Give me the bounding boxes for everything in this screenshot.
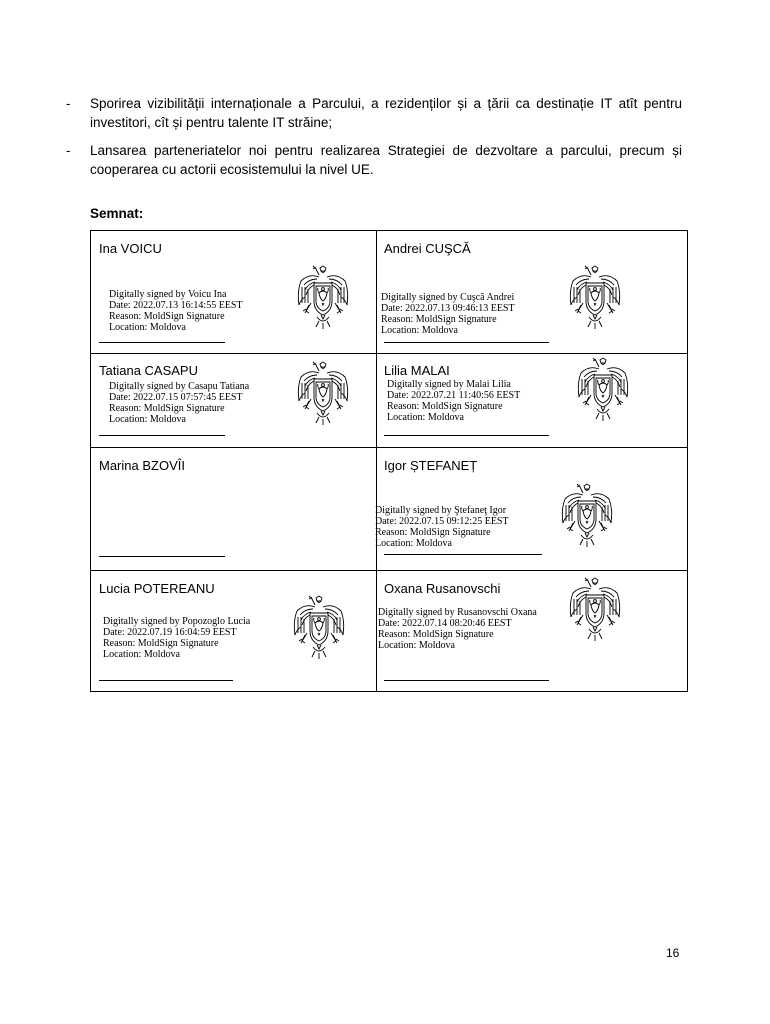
signature-date: Date: 2022.07.13 16:14:55 EEST bbox=[109, 300, 243, 311]
signed-by: Digitally signed by Casapu Tatiana bbox=[109, 381, 250, 392]
signature-reason: Reason: MoldSign Signature bbox=[109, 311, 225, 322]
digital-signature-text bbox=[375, 505, 509, 549]
signed-by: Digitally signed by Cuşcă Andrei bbox=[381, 292, 515, 303]
column-divider bbox=[376, 231, 377, 691]
digital-signature-text bbox=[109, 289, 243, 333]
signatory-name: Igor ȘTEFANEȚ bbox=[384, 458, 478, 473]
row-divider bbox=[91, 447, 687, 448]
signed-by: Digitally signed by Malai Lilia bbox=[387, 379, 511, 390]
signatory-name: Lucia POTEREANU bbox=[99, 581, 215, 596]
bullet-dash: - bbox=[66, 143, 71, 158]
row-divider bbox=[91, 570, 687, 571]
moldova-coat-of-arms-icon bbox=[291, 595, 347, 661]
signature-location: Location: Moldova bbox=[109, 414, 186, 425]
signed-by: Digitally signed by Popozoglo Lucia bbox=[103, 616, 251, 627]
signature-reason: Reason: MoldSign Signature bbox=[381, 314, 497, 325]
signature-line bbox=[99, 435, 225, 436]
digital-signature-text bbox=[378, 607, 537, 651]
signed-by: Digitally signed by Ştefaneţ Igor bbox=[375, 505, 507, 516]
moldova-coat-of-arms-icon bbox=[567, 265, 623, 331]
signature-table bbox=[90, 230, 688, 692]
signature-line bbox=[99, 556, 225, 557]
moldova-coat-of-arms-icon bbox=[295, 361, 351, 427]
semnat-label: Semnat: bbox=[90, 206, 144, 221]
signature-reason: Reason: MoldSign Signature bbox=[109, 403, 225, 414]
signatory-name: Lilia MALAI bbox=[384, 363, 450, 378]
signatory-name: Andrei CUŞCĂ bbox=[384, 241, 471, 256]
signature-location: Location: Moldova bbox=[378, 640, 455, 651]
bullet-text: Sporirea vizibilității internaționale a Parcului, a rezidenților și a țării ca destinație IT atît pentru investitori, cît și pentru talente IT străine; bbox=[90, 96, 682, 130]
digital-signature-text bbox=[103, 616, 250, 660]
signature-line bbox=[384, 554, 542, 555]
signature-reason: Reason: MoldSign Signature bbox=[375, 527, 491, 538]
bullet-dash: - bbox=[66, 96, 71, 111]
signature-location: Location: Moldova bbox=[387, 412, 464, 423]
signatory-name: Oxana Rusanovschi bbox=[384, 581, 501, 596]
signature-line bbox=[384, 342, 549, 343]
signature-date: Date: 2022.07.14 08:20:46 EEST bbox=[378, 618, 512, 629]
signature-reason: Reason: MoldSign Signature bbox=[103, 638, 219, 649]
signature-reason: Reason: MoldSign Signature bbox=[387, 401, 503, 412]
digital-signature-text bbox=[387, 379, 520, 423]
signed-by: Digitally signed by Rusanovschi Oxana bbox=[378, 607, 537, 618]
signature-date: Date: 2022.07.15 07:57:45 EEST bbox=[109, 392, 243, 403]
signature-date: Date: 2022.07.19 16:04:59 EEST bbox=[103, 627, 237, 638]
signature-line bbox=[384, 680, 549, 681]
signature-location: Location: Moldova bbox=[103, 649, 180, 660]
signature-date: Date: 2022.07.21 11:40:56 EEST bbox=[387, 390, 521, 401]
digital-signature-text bbox=[109, 381, 249, 425]
moldova-coat-of-arms-icon bbox=[559, 483, 615, 549]
moldova-coat-of-arms-icon bbox=[575, 357, 631, 423]
page-number: 16 bbox=[666, 946, 680, 960]
signature-location: Location: Moldova bbox=[109, 322, 186, 333]
signature-date: Date: 2022.07.13 09:46:13 EEST bbox=[381, 303, 515, 314]
signature-location: Location: Moldova bbox=[381, 325, 458, 336]
bullet-text: Lansarea parteneriatelor noi pentru realizarea Strategiei de dezvoltare a parcului, precum și cooperarea cu actorii ecosistemului la nivel UE. bbox=[90, 143, 682, 177]
moldova-coat-of-arms-icon bbox=[295, 265, 351, 331]
bullet-item-2 bbox=[66, 141, 682, 181]
signature-line bbox=[99, 680, 233, 681]
row-divider bbox=[91, 353, 687, 354]
signatory-name: Ina VOICU bbox=[99, 241, 162, 256]
signature-line bbox=[384, 435, 549, 436]
digital-signature-text bbox=[381, 292, 515, 336]
moldova-coat-of-arms-icon bbox=[567, 577, 623, 643]
signatory-name: Tatiana CASAPU bbox=[99, 363, 198, 378]
signed-by: Digitally signed by Voicu Ina bbox=[109, 289, 227, 300]
signature-line bbox=[99, 342, 225, 343]
signature-reason: Reason: MoldSign Signature bbox=[378, 629, 494, 640]
signature-location: Location: Moldova bbox=[375, 538, 452, 549]
signature-date: Date: 2022.07.15 09:12:25 EEST bbox=[375, 516, 509, 527]
signatory-name: Marina BZOVÎI bbox=[99, 458, 185, 473]
bullet-item-1 bbox=[66, 94, 682, 134]
